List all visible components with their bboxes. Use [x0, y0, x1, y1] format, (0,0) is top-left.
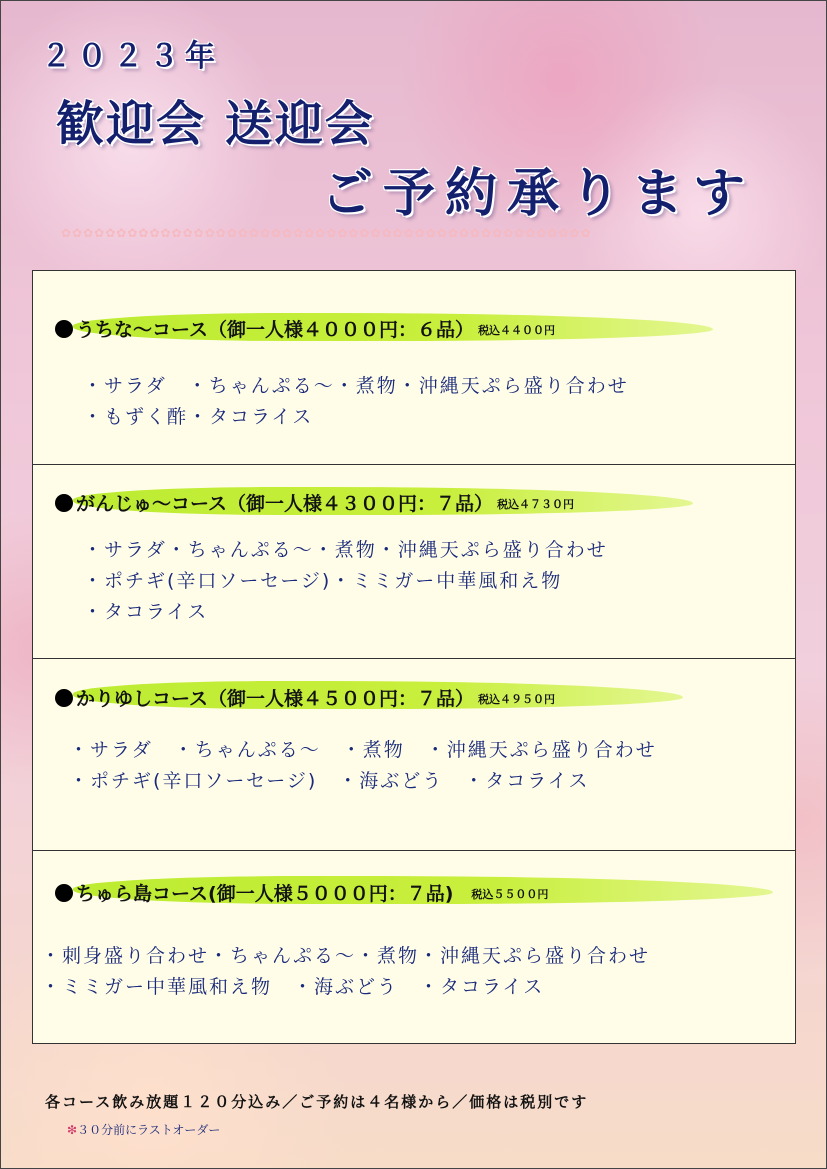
course-name: がんじゅ～コース（御一人様４３００円：７品）: [76, 493, 494, 515]
course-items: [83, 535, 608, 628]
course-item-line: ・タコライス: [83, 601, 209, 623]
title-year: ２０２３年: [41, 39, 221, 74]
course-item-line: ・刺身盛り合わせ・ちゃんぷる～・煮物・沖縄天ぷら盛り合わせ: [41, 945, 651, 967]
course-tax-price: 税込５５００円: [471, 888, 549, 901]
course-uchina: [33, 271, 795, 465]
bullet-icon: [55, 494, 73, 512]
course-tax-price: 税込４７３０円: [497, 498, 575, 511]
last-order-text: ３０分前にラストオーダー: [77, 1123, 221, 1137]
footer-note: 各コース飲み放題１２０分込み／ご予約は４名様から／価格は税別です: [45, 1093, 589, 1111]
course-heading: [55, 879, 548, 906]
course-name: かりゆしコース（御一人様４５００円：７品）: [76, 688, 475, 710]
last-order-note: [67, 1121, 220, 1138]
course-item-line: ・サラダ ・ちゃんぷる～ ・煮物 ・沖縄天ぷら盛り合わせ: [69, 739, 657, 761]
asterisk-flower-icon: ❇: [67, 1123, 78, 1137]
course-churashima: [33, 851, 795, 1043]
bullet-icon: [55, 689, 73, 707]
course-kariyushi: [33, 659, 795, 851]
course-items: [41, 941, 650, 1003]
course-name: うちな～コース（御一人様４０００円：６品）: [76, 319, 475, 341]
bullet-icon: [55, 320, 73, 338]
course-items: [83, 371, 629, 433]
flower-divider: ✿✿✿✿✿✿✿✿✿✿✿✿✿✿✿✿✿✿✿✿✿✿✿✿✿✿✿✿✿✿✿✿✿✿✿✿✿✿✿✿✿✿✿✿✿✿✿✿: [61, 226, 592, 240]
course-name: ちゅら島コース(御一人様５０００円：７品): [76, 883, 454, 905]
course-item-line: ・ミミガー中華風和え物 ・海ぶどう ・タコライス: [41, 976, 545, 998]
course-ganju: [33, 465, 795, 659]
course-heading: [55, 315, 555, 342]
bullet-icon: [55, 884, 73, 902]
course-tax-price: 税込４４００円: [478, 324, 556, 337]
course-item-line: ・サラダ ・ちゃんぷる～・煮物・沖縄天ぷら盛り合わせ: [83, 375, 629, 397]
course-item-line: ・ポチギ(辛口ソーセージ) ・海ぶどう ・タコライス: [69, 770, 590, 792]
title-reservations: ご予約承ります: [321, 164, 756, 224]
course-item-line: ・もずく酢・タコライス: [83, 406, 314, 428]
course-item-line: ・サラダ・ちゃんぷる～・煮物・沖縄天ぷら盛り合わせ: [83, 539, 608, 561]
course-tax-price: 税込４９５０円: [478, 693, 556, 706]
title-welcome-farewell: 歓迎会 送迎会: [56, 96, 375, 152]
course-item-line: ・ポチギ(辛口ソーセージ)・ミミガー中華風和え物: [83, 570, 563, 592]
course-items: [69, 735, 657, 797]
course-heading: [55, 489, 574, 516]
course-menu-box: [32, 270, 796, 1044]
course-heading: [55, 684, 555, 711]
